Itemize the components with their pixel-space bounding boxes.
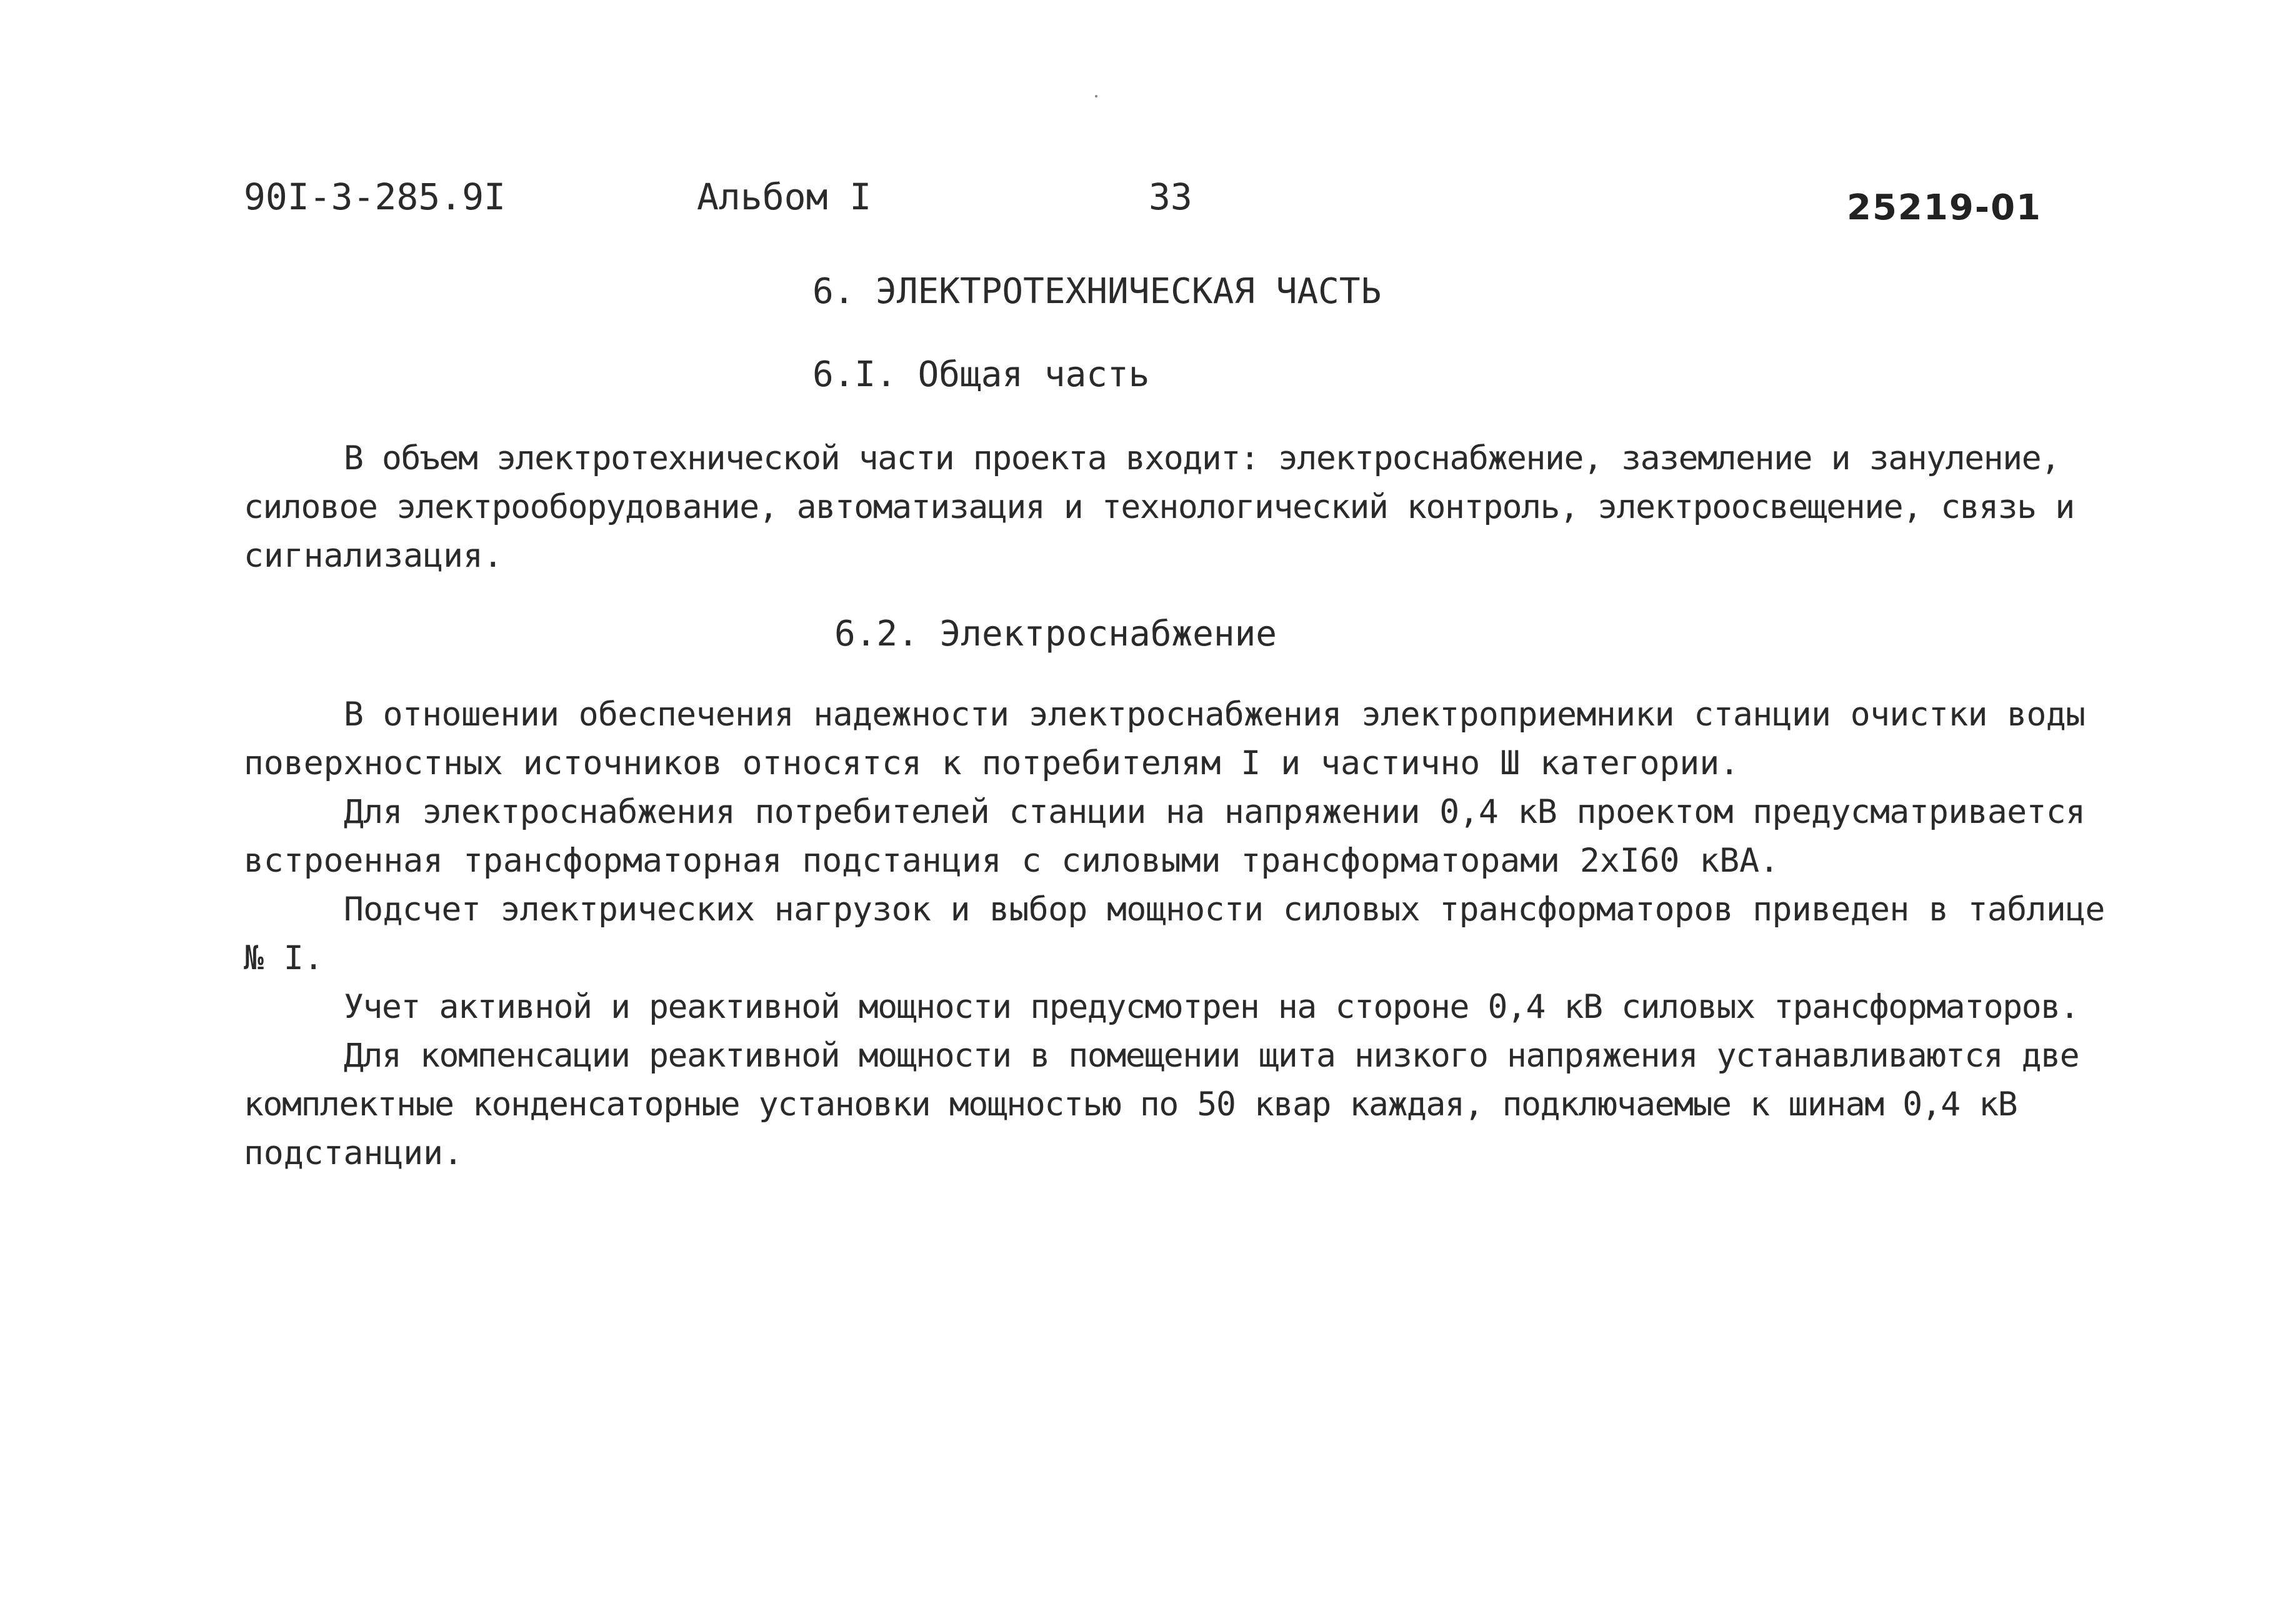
- text-line: встроенная трансформаторная подстанция с силовыми трансформаторами 2хI60 кВА.: [244, 842, 1779, 880]
- general-paragraph: [244, 434, 2156, 580]
- text-line: Для электроснабжения потребителей станции на напряжении 0,4 кВ проектом предусматривается: [344, 793, 2086, 831]
- text-line: сигнализация.: [244, 537, 503, 575]
- text-line: Для компенсации реактивной мощности в помещении щита низкого напряжения устанавливаются две: [344, 1037, 2079, 1075]
- page-number: 33: [1149, 176, 1192, 218]
- section-title: 6. ЭЛЕКТРОТЕХНИЧЕСКАЯ ЧАСТЬ: [812, 271, 1382, 312]
- text-line: комплектные конденсаторные установки мощностью по 50 квар каждая, подключаемые к шинам 0,4 кВ: [244, 1085, 2017, 1123]
- text-line: Учет активной и реактивной мощности предусмотрен на стороне 0,4 кВ силовых трансформаторов.: [344, 988, 2079, 1026]
- document-code: 90I-3-285.9I: [244, 176, 506, 218]
- text-line: Подсчет электрических нагрузок и выбор мощности силовых трансформаторов приведен в таблице: [344, 890, 2105, 929]
- scan-speck: [1095, 95, 1097, 97]
- text-line: В отношении обеспечения надежности электроснабжения электроприемники станции очистки воды: [344, 695, 2086, 734]
- power-supply-paragraphs: [244, 690, 2156, 1178]
- text-line: № I.: [244, 939, 324, 977]
- text-line: В объем электротехнической части проекта входит: электроснабжение, заземление и зануление,: [344, 439, 2060, 477]
- subsection-title-power-supply: 6.2. Электроснабжение: [834, 614, 1277, 654]
- text-line: силовое электрооборудование, автоматизация и технологический контроль, электроосвещение, связь и: [244, 488, 2074, 526]
- archive-stamp: 25219-01: [1847, 187, 2042, 228]
- subsection-title-general: 6.I. Общая часть: [812, 354, 1150, 395]
- album-label: Альбом I: [697, 176, 872, 218]
- text-line: подстанции.: [244, 1134, 463, 1172]
- text-line: поверхностных источников относятся к потребителям I и частично Ш категории.: [244, 744, 1740, 782]
